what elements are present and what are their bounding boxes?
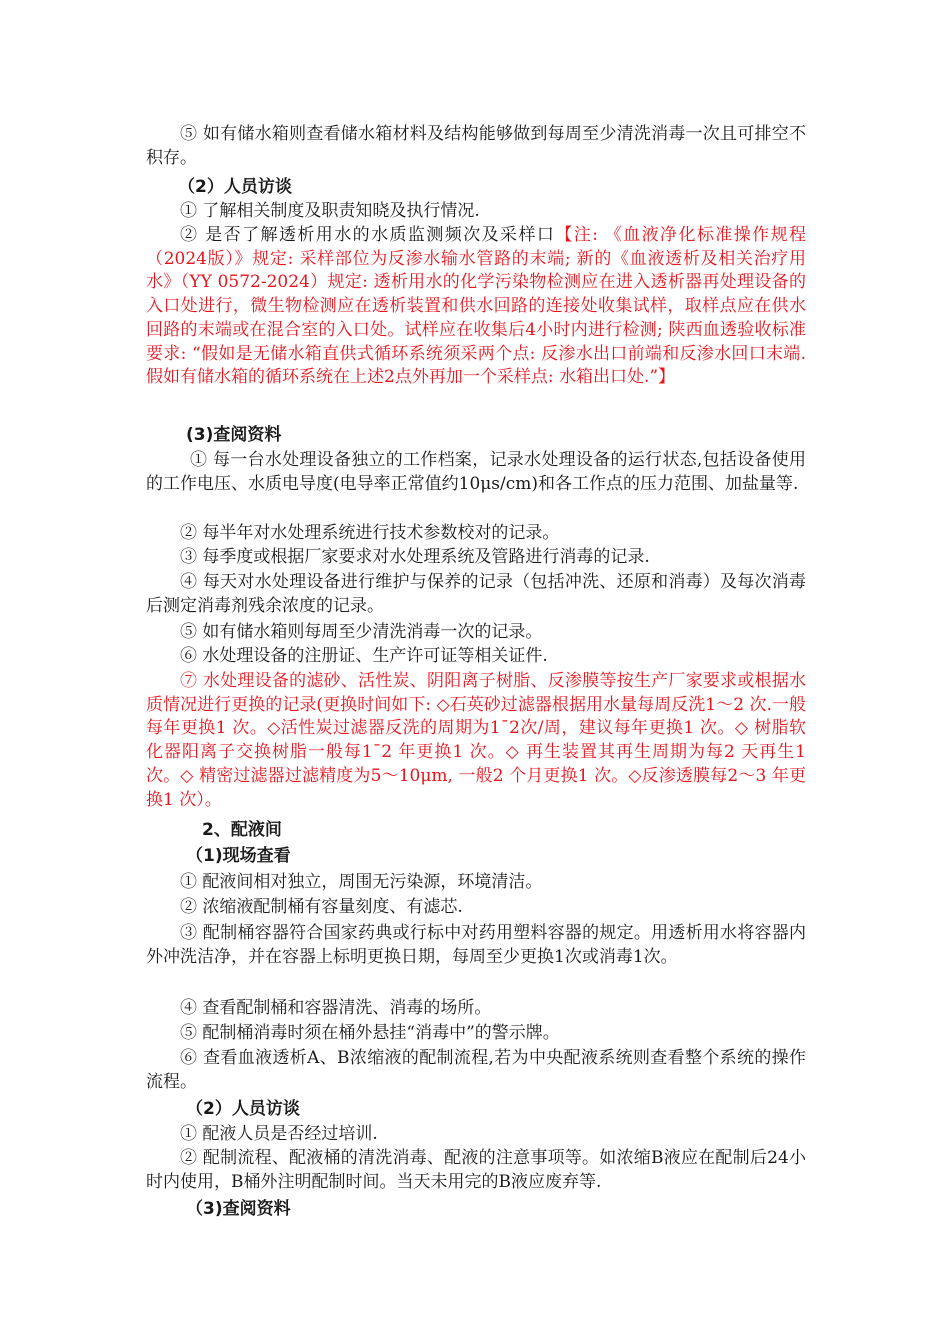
paragraph-onsite-4: ④ 查看配制桶和容器清洗、消毒的场所。 [180,998,492,1018]
subheading-mixing-records: （3)查阅资料 [186,1199,291,1219]
paragraph-mixing-interview-2: ② 配制流程、配液桶的清洗消毒、配液的注意事项等。如浓缩B液应在配制后24小时内使用，B桶外注明配制时间。当天未用完的B液应废弃等. [146,1148,806,1192]
paragraph-records-5: ⑤ 如有储水箱则每周至少清洗消毒一次的记录。 [180,622,543,642]
sampling-standard-note: 【注: 《血液净化标准操作规程（2024版）》规定: 采样部位为反渗水输水管路的末端; 新的《血液透析及相关治疗用水》（YY 0572-2024）规定: 透析用水的化学污染物检测应在进入透析器再处理设备的入口处进行，微生物检测应在透析装置和供水回路的连接处收集试样，取样点应在供水回路的末端或在混合室的入口处。试样应在收集后4小时内进行检测; 陕西血透验收标准要求: “假如是无储水箱直供式循环系统须采两个点: 反渗水出口前端和反渗水回口末端.假如有储水箱的循环系统在上述2点外再加一个采样点: 水箱出口处.”】 [146,225,807,388]
section-heading-mixing-room: 2、配液间 [202,820,282,840]
paragraph-interview-2 [146,224,806,390]
interview-2-lead: ② 是否了解透析用水的水质监测频次及采样口 [180,225,556,245]
paragraph-records-1: ① 每一台水处理设备独立的工作档案，记录水处理设备的运行状态,包括设备使用的工作电压、水质电导度(电导率正常值约10μs/cm)和各工作点的压力范围、加盐量等. [146,450,806,494]
paragraph-records-2: ② 每半年对水处理系统进行技术参数校对的记录。 [180,523,560,543]
paragraph-onsite-2: ② 浓缩液配制桶有容量刻度、有滤芯. [180,897,463,917]
paragraph-records-6: ⑥ 水处理设备的注册证、生产许可证等相关证件. [180,646,548,666]
subheading-records-review: (3)查阅资料 [186,425,282,445]
paragraph-records-3: ③ 每季度或根据厂家要求对水处理系统及管路进行消毒的记录. [180,547,650,567]
paragraph-records-4: ④ 每天对水处理设备进行维护与保养的记录（包括冲洗、还原和消毒）及每次消毒后测定消毒剂残余浓度的记录。 [146,572,806,616]
paragraph-tank-check: ⑤ 如有储水箱则查看储水箱材料及结构能够做到每周至少清洗消毒一次且可排空不积存。 [146,124,806,168]
paragraph-interview-1: ① 了解相关制度及职责知晓及执行情况. [180,201,480,221]
paragraph-onsite-1: ① 配液间相对独立，周围无污染源，环境清洁。 [180,872,543,892]
subheading-personnel-interview: （2）人员访谈 [178,177,292,197]
paragraph-onsite-3: ③ 配制桶容器符合国家药典或行标中对药用塑料容器的规定。用透析用水将容器内外冲洗洁净，并在容器上标明更换日期，每周至少更换1次或消毒1次。 [146,923,806,967]
paragraph-onsite-6: ⑥ 查看血液透析A、B浓缩液的配制流程,若为中央配液系统则查看整个系统的操作流程。 [146,1048,806,1092]
paragraph-records-7-replacement: ⑦ 水处理设备的滤砂、活性炭、阴阳离子树脂、反渗膜等按生产厂家要求或根据水质情况进行更换的记录(更换时间如下: ◇石英砂过滤器根据用水量每周反洗1～2 次.一般每年更换1 次。◇活性炭过滤器反洗的周期为1¯2次/周，建议每年更换1 次。◇ 树脂软化器阳离子交换树脂一般每1¯2 年更换1 次。◇ 再生装置其再生周期为每2 天再生1 次。◇ 精密过滤器过滤精度为5～10μm, 一般2 个月更换1 次。◇反渗透膜每2～3 年更换1 次）。 [146,671,806,810]
paragraph-mixing-interview-1: ① 配液人员是否经过培训. [180,1124,378,1144]
paragraph-onsite-5: ⑤ 配制桶消毒时须在桶外悬挂“消毒中”的警示牌。 [180,1023,560,1043]
subheading-mixing-interview: （2）人员访谈 [186,1099,300,1119]
subheading-onsite-inspection: （1)现场查看 [186,846,291,866]
